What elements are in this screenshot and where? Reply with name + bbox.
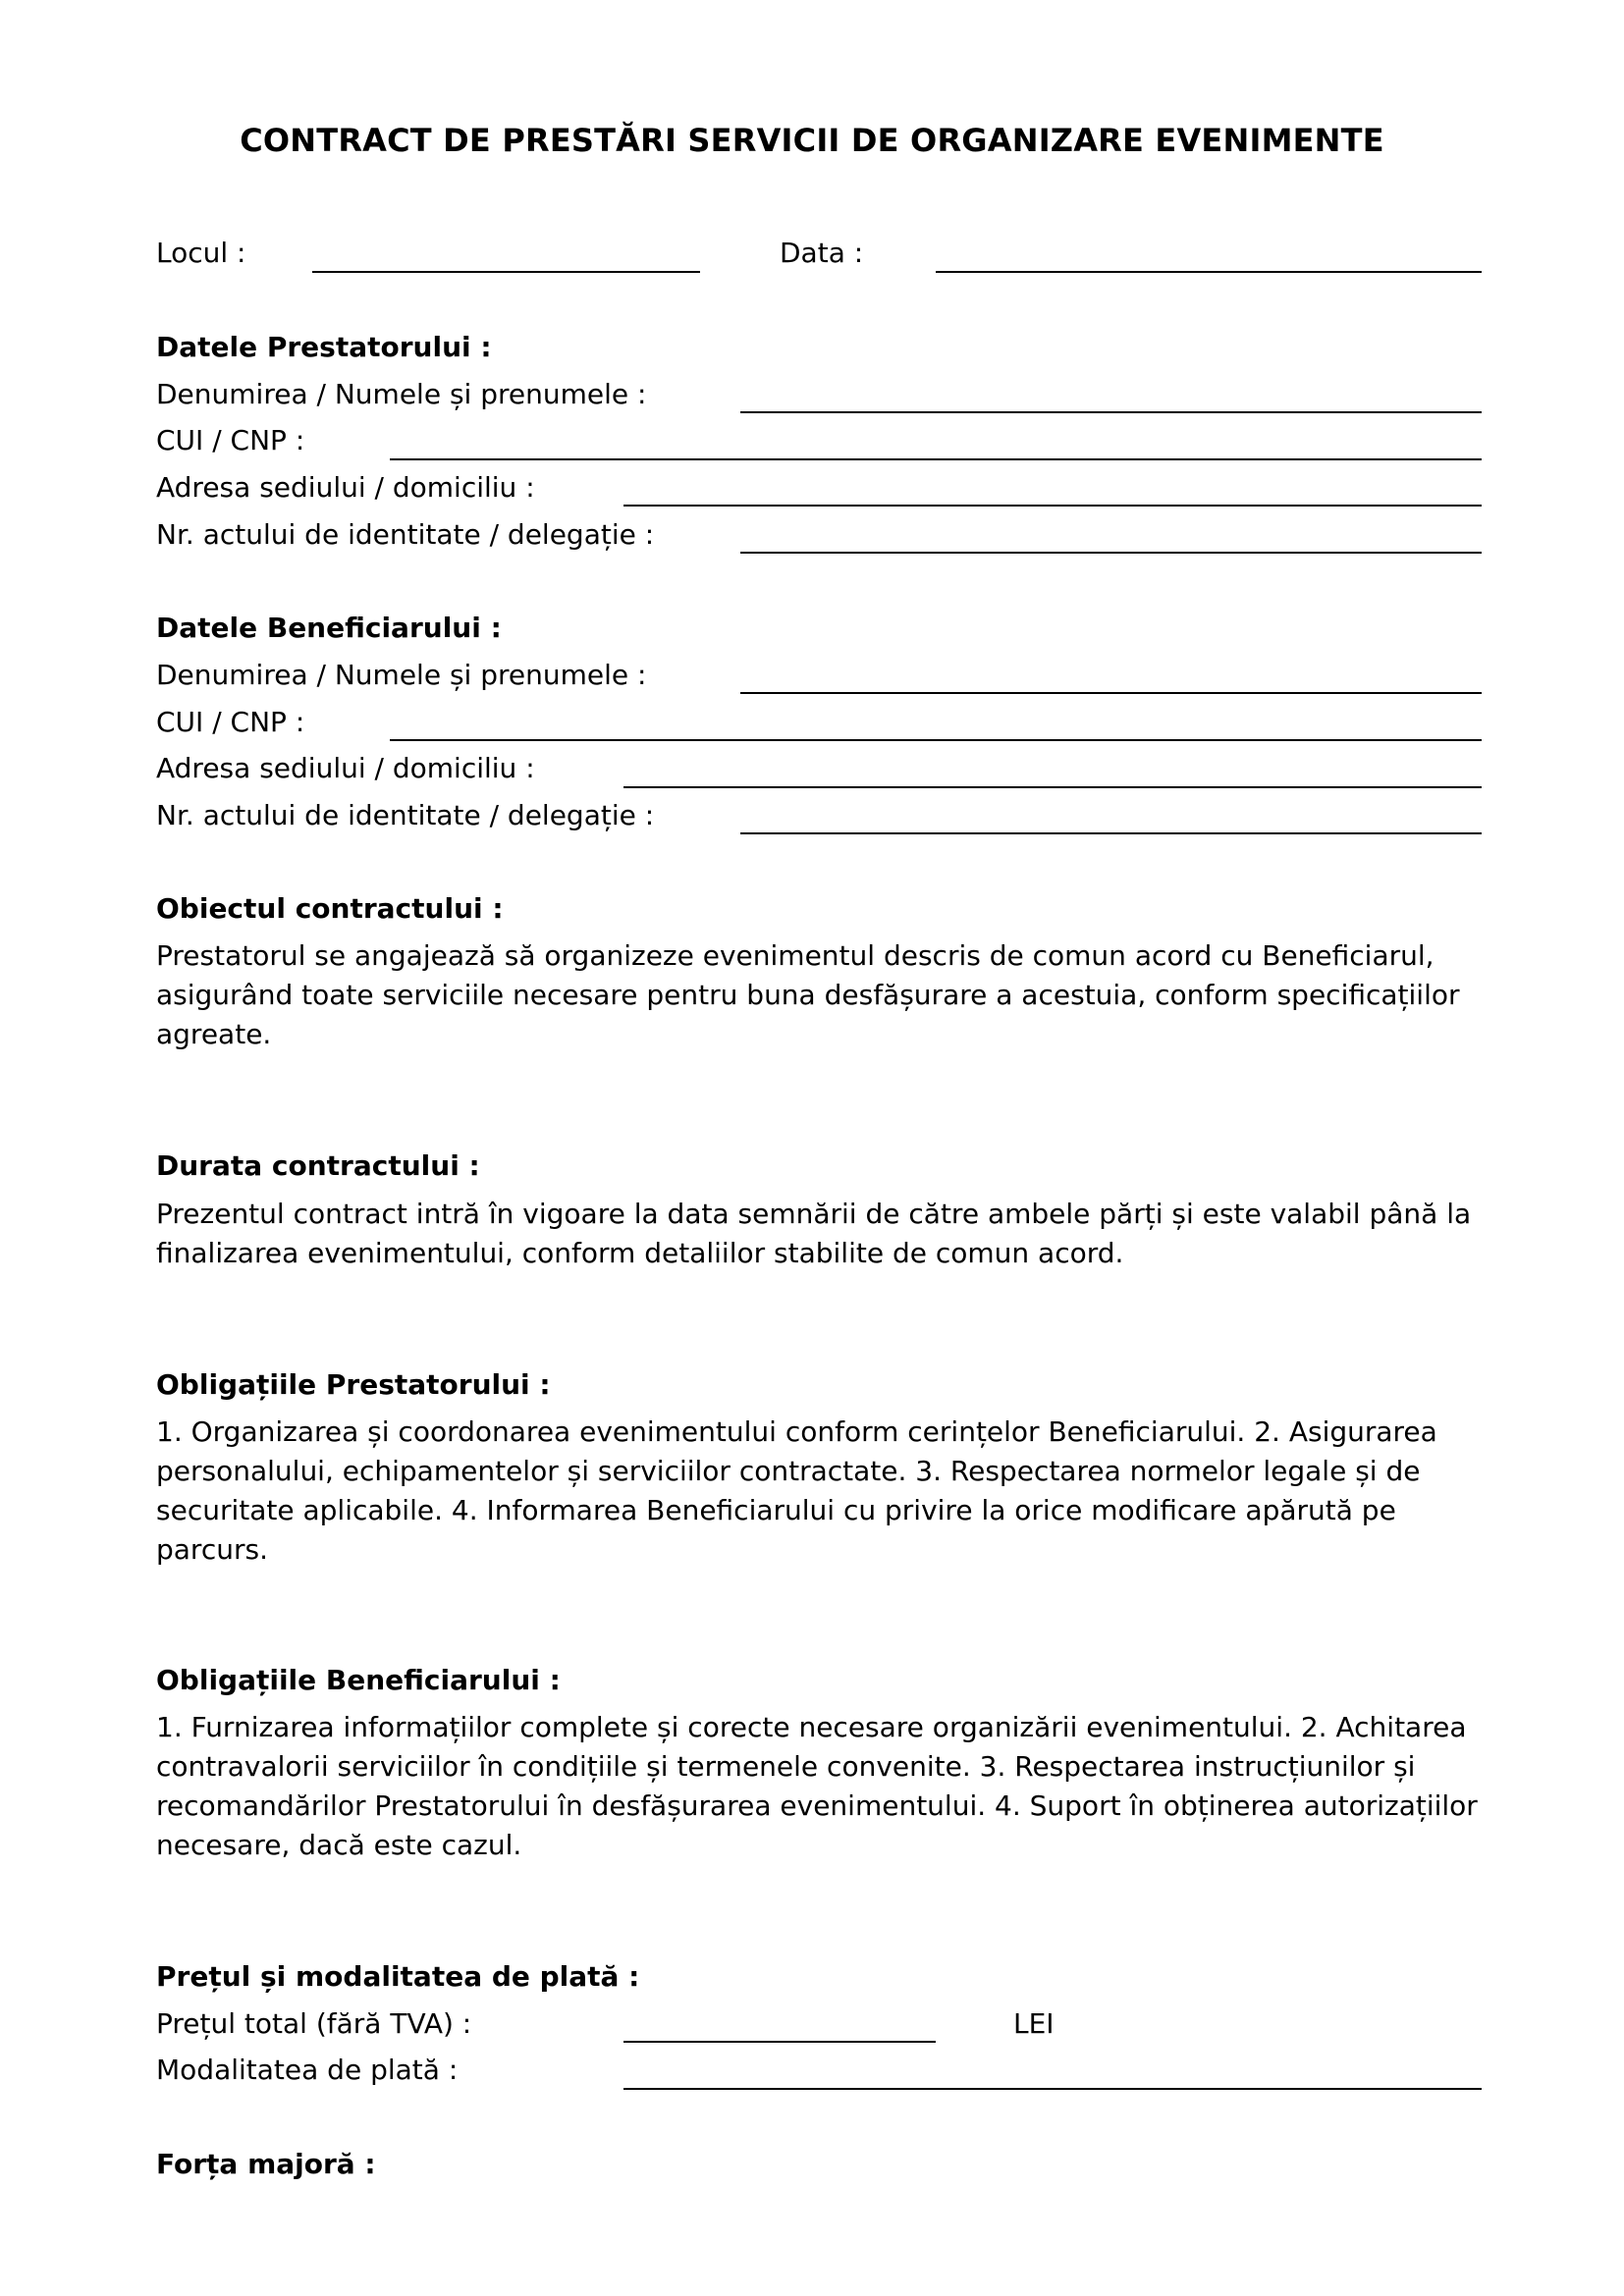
beneficiary-id-label: Nr. actului de identitate / delegație : bbox=[156, 799, 655, 831]
beneficiary-address-label: Adresa sediului / domiciliu : bbox=[156, 752, 535, 784]
provider-id-field[interactable] bbox=[740, 552, 1482, 554]
date-field[interactable] bbox=[936, 271, 1482, 273]
beneficiary-heading: Datele Beneficiarului : bbox=[156, 612, 502, 644]
place-label: Locul : bbox=[156, 237, 246, 269]
beneficiary-obligations-text: 1. Furnizarea informațiilor complete și corecte necesare organizării evenimentului. 2. Achitarea contravalorii serviciilor în condițiile și termenele convenite. 3. Respectarea instrucțiunilor și recomandărilor Prestatorului în desfășurarea evenimentului. 4. Suport în obținerea autorizațiilor necesare, dacă este cazul. bbox=[156, 1711, 1478, 1861]
price-label: Prețul total (fără TVA) : bbox=[156, 2007, 472, 2040]
provider-cui-field[interactable] bbox=[390, 458, 1482, 460]
price-field[interactable] bbox=[623, 2041, 936, 2043]
place-field[interactable] bbox=[312, 271, 700, 273]
beneficiary-cui-label: CUI / CNP : bbox=[156, 706, 305, 738]
provider-cui-label: CUI / CNP : bbox=[156, 424, 305, 456]
beneficiary-id-field[interactable] bbox=[740, 832, 1482, 834]
provider-id-label: Nr. actului de identitate / delegație : bbox=[156, 518, 655, 551]
beneficiary-name-label: Denumirea / Numele și prenumele : bbox=[156, 659, 647, 691]
provider-name-label: Denumirea / Numele și prenumele : bbox=[156, 378, 647, 410]
duration-heading: Durata contractului : bbox=[156, 1149, 480, 1182]
payment-method-field[interactable] bbox=[623, 2088, 1482, 2090]
provider-address-label: Adresa sediului / domiciliu : bbox=[156, 471, 535, 504]
provider-heading: Datele Prestatorului : bbox=[156, 331, 492, 363]
currency-label: LEI bbox=[1013, 2007, 1055, 2040]
payment-method-label: Modalitatea de plată : bbox=[156, 2054, 459, 2086]
duration-text: Prezentul contract intră în vigoare la data semnării de către ambele părți și este valabil până la finalizarea evenimentului, conform detaliilor stabilite de comun acord. bbox=[156, 1198, 1472, 1269]
document-title: CONTRACT DE PRESTĂRI SERVICII DE ORGANIZARE EVENIMENTE bbox=[240, 122, 1384, 159]
provider-obligations-heading: Obligațiile Prestatorului : bbox=[156, 1368, 551, 1401]
beneficiary-cui-field[interactable] bbox=[390, 739, 1482, 741]
object-text: Prestatorul se angajează să organizeze evenimentul descris de comun acord cu Beneficiarul, asigurând toate serviciile necesare pentru buna desfășurare a acestuia, conform specificațiilor agreate. bbox=[156, 939, 1460, 1050]
beneficiary-address-field[interactable] bbox=[623, 786, 1482, 788]
payment-heading: Prețul și modalitatea de plată : bbox=[156, 1960, 640, 1993]
beneficiary-obligations-heading: Obligațiile Beneficiarului : bbox=[156, 1664, 561, 1696]
provider-obligations-text: 1. Organizarea și coordonarea evenimentului conform cerințelor Beneficiarului. 2. Asigurarea personalului, echipamentelor și serviciilor contractate. 3. Respectarea normelor legale și de securitate aplicabile. 4. Informarea Beneficiarului cu privire la orice modificare apărută pe parcurs. bbox=[156, 1415, 1437, 1566]
beneficiary-name-field[interactable] bbox=[740, 692, 1482, 694]
force-majeure-heading: Forța majoră : bbox=[156, 2148, 376, 2180]
provider-address-field[interactable] bbox=[623, 505, 1482, 507]
provider-name-field[interactable] bbox=[740, 411, 1482, 413]
date-label: Data : bbox=[780, 237, 864, 269]
object-heading: Obiectul contractului : bbox=[156, 892, 504, 925]
